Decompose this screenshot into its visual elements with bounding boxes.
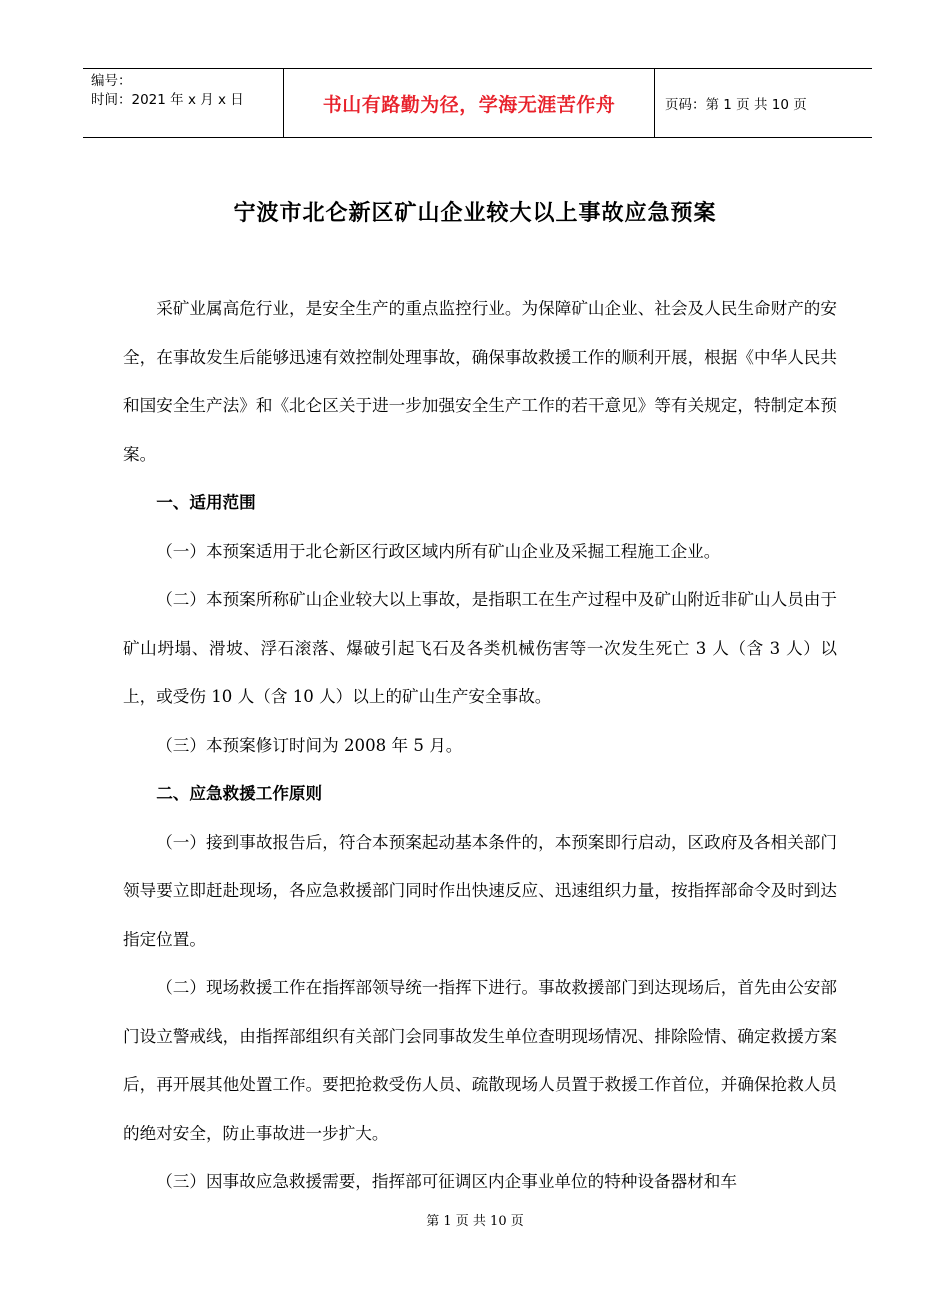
principle-item-1: （一）接到事故报告后，符合本预案起动基本条件的，本预案即行启动，区政府及各相关部门领导要立即赶赴现场，各应急救援部门同时作出快速反应、迅速组织力量，按指挥部命令及时到达指定位置。 bbox=[123, 832, 837, 949]
page-footer: 第 1 页 共 10 页 bbox=[426, 1214, 524, 1229]
time-label: 时间：2021 年 x 月 x 日 bbox=[91, 92, 244, 108]
scope-item-1: （一）本预案适用于北仑新区行政区域内所有矿山企业及采掘工程施工企业。 bbox=[156, 541, 721, 561]
section-heading-scope: 一、适用范围 bbox=[156, 493, 256, 512]
scope-item-2: （二）本预案所称矿山企业较大以上事故，是指职工在生产过程中及矿山附近非矿山人员由于矿山坍塌、滑坡、浮石滚落、爆破引起飞石及各类机械伤害等一次发生死亡 3 人（含 3 人）以上，或受伤 10 人（含 10 人）以上的矿山生产安全事故。 bbox=[123, 590, 837, 706]
principle-item-3: （三）因事故应急救援需要，指挥部可征调区内企事业单位的特种设备器材和车 bbox=[156, 1172, 737, 1191]
intro-paragraph: 采矿业属高危行业，是安全生产的重点监控行业。为保障矿山企业、社会及人民生命财产的安全，在事故发生后能够迅速有效控制处理事故，确保事故救援工作的顺利开展，根据《中华人民共和国安全生产法》和《北仑区关于进一步加强安全生产工作的若干意见》等有关规定，特制定本预案。 bbox=[123, 299, 837, 464]
section-heading-principles: 二、应急救援工作原则 bbox=[156, 784, 323, 803]
scope-item-3: （三）本预案修订时间为 2008 年 5 月。 bbox=[156, 735, 463, 755]
document-title: 宁波市北仑新区矿山企业较大以上事故应急预案 bbox=[233, 200, 717, 226]
header-page-info: 页码：第 1 页 共 10 页 bbox=[665, 97, 807, 113]
document-body bbox=[123, 285, 837, 1207]
number-label: 编号： bbox=[91, 73, 132, 89]
header-meta bbox=[83, 69, 284, 137]
document-header bbox=[83, 68, 872, 138]
header-motto: 书山有路勤为径，学海无涯苦作舟 bbox=[284, 69, 655, 137]
principle-item-2: （二）现场救援工作在指挥部领导统一指挥下进行。事故救援部门到达现场后，首先由公安部门设立警戒线，由指挥部组织有关部门会同事故发生单位查明现场情况、排除险情、确定救援方案后，再开展其他处置工作。要把抢救受伤人员、疏散现场人员置于救援工作首位，并确保抢救人员的绝对安全，防止事故进一步扩大。 bbox=[123, 978, 837, 1143]
